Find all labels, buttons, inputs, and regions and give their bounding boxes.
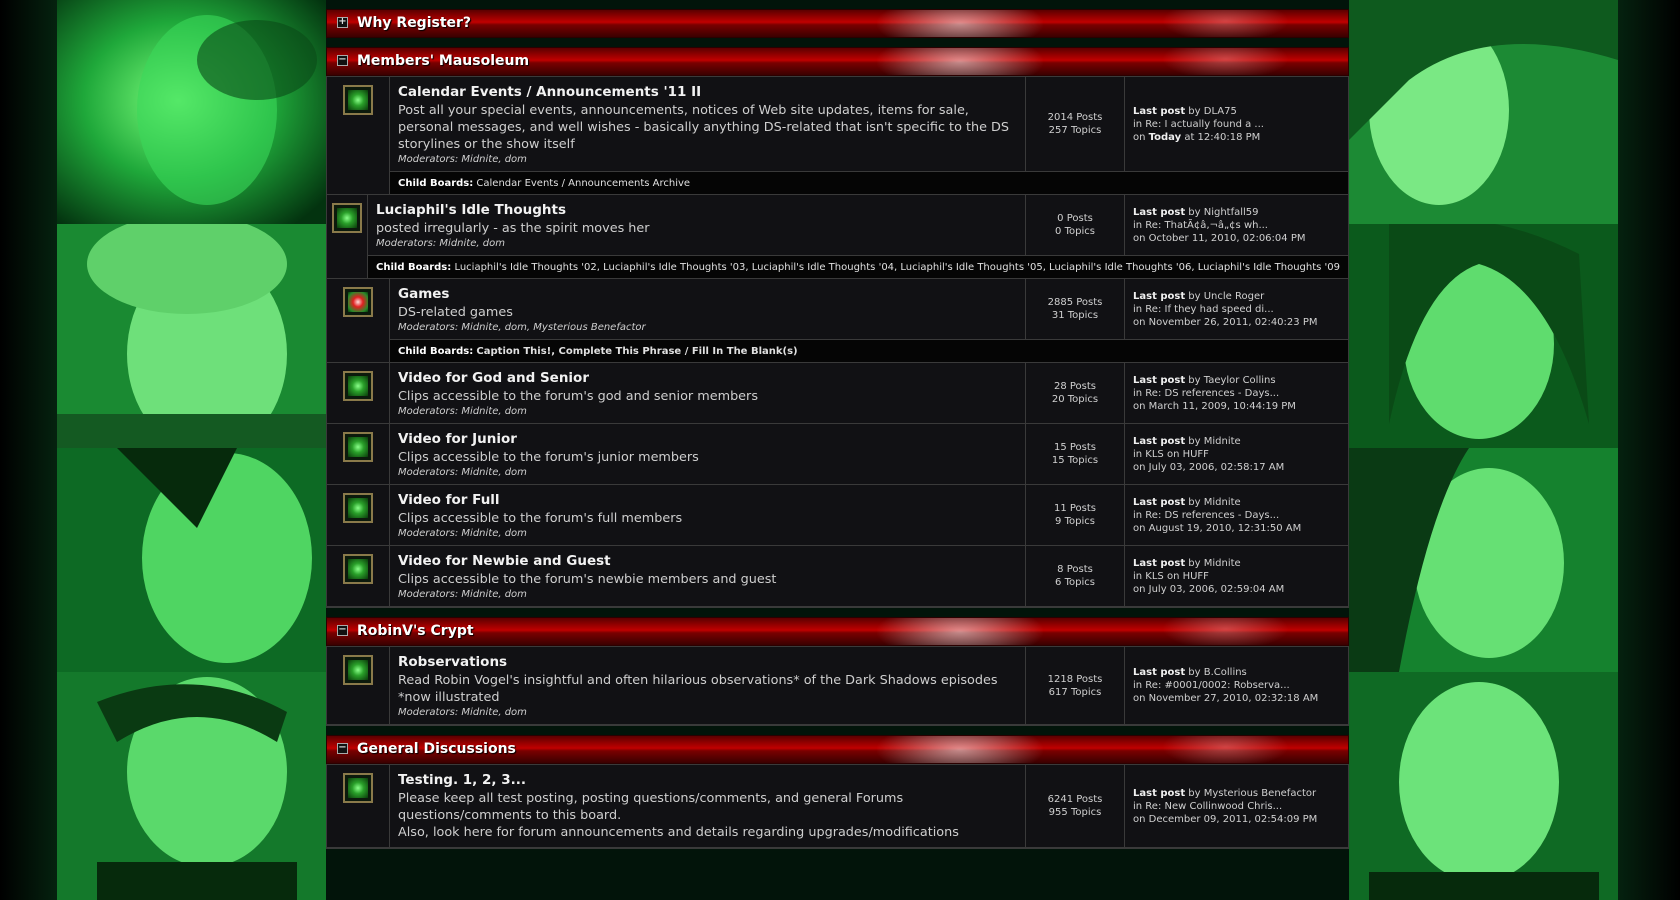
board-moderators (398, 589, 1017, 600)
category-header (326, 617, 1349, 646)
board-icon-cell (327, 363, 389, 423)
board-description: posted irregularly - as the spirit moves her (376, 221, 650, 236)
new-posts-icon[interactable] (343, 287, 373, 317)
right-portrait-strip (1349, 0, 1618, 900)
category-header (326, 735, 1349, 764)
last-post-info (1125, 546, 1348, 606)
topic-count: 15 Topics (1051, 455, 1099, 466)
portrait-image (57, 448, 326, 672)
child-boards (390, 340, 1348, 362)
last-post-date: on July 03, 2006, 02:59:04 AM (1133, 583, 1285, 595)
post-count: 28 Posts (1053, 381, 1097, 392)
board-row (327, 77, 1348, 194)
last-post-date: on August 19, 2010, 12:31:50 AM (1133, 522, 1302, 534)
moderators-label: Moderators: (398, 467, 459, 478)
moderators-label: Moderators: (398, 154, 459, 165)
board-row (327, 546, 1348, 606)
collapse-icon[interactable]: − (338, 624, 347, 635)
collapse-icon[interactable]: − (338, 54, 347, 65)
board-stats (1026, 195, 1124, 255)
last-post-label: Last post (1133, 496, 1186, 508)
board-info (390, 765, 1025, 847)
board-icon-cell (327, 546, 389, 606)
moderators-links[interactable]: Midnite, dom (461, 528, 527, 539)
board-stats (1026, 77, 1124, 171)
last-post-label: Last post (1133, 105, 1186, 117)
board-icon[interactable] (343, 371, 373, 401)
last-post-info (1125, 363, 1348, 423)
last-post-topic-link[interactable]: in Re: New Collinwood Chris... (1133, 800, 1283, 812)
child-boards (390, 172, 1348, 194)
last-post-date: on July 03, 2006, 02:58:17 AM (1133, 461, 1285, 473)
board-icon-cell (327, 279, 389, 362)
moderators-links[interactable]: Midnite, dom (461, 707, 527, 718)
last-post-topic-link[interactable]: in Re: ThatÃ¢â‚¬â„¢s wh... (1133, 219, 1268, 231)
category-title[interactable]: Why Register? (357, 15, 472, 31)
last-post-author[interactable]: by Nightfall59 (1188, 206, 1259, 218)
board-stats (1026, 424, 1124, 484)
board-icon[interactable] (343, 493, 373, 523)
portrait-image (1349, 0, 1618, 224)
last-post-info (1125, 647, 1348, 724)
board-icon[interactable] (343, 432, 373, 462)
portrait-image (1349, 448, 1618, 672)
board-row (327, 424, 1348, 484)
topic-count: 257 Topics (1048, 125, 1102, 136)
post-count: 15 Posts (1053, 442, 1097, 453)
last-post-date: on Today at 12:40:18 PM (1133, 131, 1261, 143)
last-post-date: on December 09, 2011, 02:54:09 PM (1133, 813, 1318, 825)
last-post-label: Last post (1133, 787, 1186, 799)
child-board-links[interactable]: Caption This!, Complete This Phrase / Fill In The Blank(s) (476, 346, 798, 357)
last-post-label: Last post (1133, 557, 1186, 569)
board-moderators (376, 238, 1017, 249)
board-row (327, 485, 1348, 545)
board-name-link[interactable]: Calendar Events / Announcements '11 II (398, 84, 702, 100)
post-count: 11 Posts (1053, 503, 1097, 514)
expand-icon[interactable]: + (338, 16, 347, 27)
moderators-label: Moderators: (398, 322, 459, 333)
board-stats (1026, 363, 1124, 423)
category-title[interactable]: Members' Mausoleum (357, 53, 530, 69)
board-index (326, 0, 1349, 849)
child-board-links[interactable]: Calendar Events / Announcements Archive (476, 178, 691, 189)
post-count: 6241 Posts (1047, 794, 1103, 805)
category-title[interactable]: RobinV's Crypt (357, 623, 474, 639)
board-list (326, 764, 1349, 849)
category-header (326, 47, 1349, 76)
last-post-label: Last post (1133, 290, 1186, 302)
last-post-topic-link[interactable]: in Re: DS references - Days... (1133, 509, 1280, 521)
board-info (368, 195, 1025, 255)
board-icon[interactable] (343, 85, 373, 115)
board-moderators (398, 707, 1017, 718)
moderators-links[interactable]: Midnite, dom (461, 467, 527, 478)
last-post-info (1125, 485, 1348, 545)
board-description: Post all your special events, announcements, notices of Web site updates, items for sale, personal messages, and well wishes - basically anything DS-related that isn't specific to the DS storylines or the show itself (398, 103, 1010, 152)
board-info (390, 279, 1025, 339)
topic-count: 6 Topics (1055, 577, 1095, 588)
last-post-label: Last post (1133, 667, 1186, 678)
moderators-links[interactable]: Midnite, dom (461, 154, 527, 165)
board-info (390, 546, 1025, 606)
board-stats (1026, 647, 1124, 724)
portrait-image (57, 224, 326, 448)
last-post-topic-link[interactable]: in KLS on HUFF (1133, 570, 1209, 582)
last-post-date: on November 26, 2011, 02:40:23 PM (1133, 316, 1318, 328)
board-info (390, 363, 1025, 423)
board-icon-cell (327, 424, 389, 484)
child-boards-label: Child Boards: (376, 262, 452, 273)
last-post-topic-link[interactable]: in Re: I actually found a ... (1133, 118, 1264, 130)
board-moderators (398, 322, 1017, 333)
board-description: Read Robin Vogel's insightful and often hilarious observations* of the Dark Shadows episodes *now illustrated (398, 673, 998, 705)
left-portrait-strip (57, 0, 326, 900)
board-stats (1026, 485, 1124, 545)
board-icon[interactable] (343, 655, 373, 685)
last-post-topic-link[interactable]: in KLS on HUFF (1133, 448, 1209, 460)
post-count: 2885 Posts (1047, 297, 1103, 308)
moderators-label: Moderators: (376, 238, 437, 249)
post-count: 2014 Posts (1047, 112, 1103, 123)
last-post-info (1125, 765, 1348, 847)
board-moderators (398, 406, 1017, 417)
last-post-date: on November 27, 2010, 02:32:18 AM (1133, 693, 1319, 704)
last-post-topic-link[interactable]: in Re: If they had speed di... (1133, 303, 1274, 315)
last-post-info (1125, 77, 1348, 171)
board-info (390, 647, 1025, 724)
last-post-label: Last post (1133, 435, 1186, 447)
board-list (326, 76, 1349, 608)
board-stats (1026, 279, 1124, 339)
board-icon-cell (327, 195, 367, 278)
last-post-author[interactable]: by Uncle Roger (1188, 290, 1265, 302)
topic-count: 9 Topics (1055, 516, 1095, 527)
child-boards (368, 256, 1348, 278)
board-row (327, 765, 1348, 847)
last-post-author[interactable]: by B.Collins (1188, 667, 1247, 678)
board-name-link[interactable]: Games (398, 286, 450, 302)
topic-count: 31 Topics (1051, 310, 1099, 321)
moderators-links[interactable]: Midnite, dom (439, 238, 505, 249)
board-name-link[interactable]: Testing. 1, 2, 3... (398, 772, 527, 788)
board-icon[interactable] (343, 554, 373, 584)
left-edge (0, 0, 57, 900)
board-description: DS-related games (398, 305, 513, 320)
moderators-label: Moderators: (398, 707, 459, 718)
child-boards-label: Child Boards: (398, 346, 474, 357)
post-count: 1218 Posts (1047, 673, 1103, 685)
board-name-link[interactable]: Video for God and Senior (398, 370, 589, 386)
board-icon-cell (327, 77, 389, 194)
board-stats (1026, 765, 1124, 847)
post-count: 0 Posts (1057, 213, 1093, 224)
board-description: Clips accessible to the forum's full members (398, 511, 683, 526)
last-post-info (1125, 279, 1348, 339)
board-info (390, 485, 1025, 545)
board-name-link[interactable]: Video for Newbie and Guest (398, 553, 611, 569)
board-icon-cell (327, 485, 389, 545)
board-stats (1026, 546, 1124, 606)
board-description: Clips accessible to the forum's junior members (398, 450, 699, 465)
last-post-date: on October 11, 2010, 02:06:04 PM (1133, 232, 1306, 244)
board-icon[interactable] (332, 203, 362, 233)
collapse-icon[interactable]: − (338, 742, 347, 753)
board-row (327, 195, 1348, 278)
board-name-link[interactable]: Video for Junior (398, 431, 517, 447)
category-title[interactable]: General Discussions (357, 741, 516, 757)
right-edge (1618, 0, 1680, 900)
topic-count: 955 Topics (1048, 807, 1102, 818)
portrait-image (1349, 224, 1618, 448)
topic-count: 617 Topics (1048, 686, 1102, 698)
topic-count: 20 Topics (1051, 394, 1099, 405)
last-post-author[interactable]: by Midnite (1188, 496, 1241, 508)
board-row (327, 647, 1348, 724)
category-header (326, 9, 1349, 38)
board-moderators (398, 154, 1017, 165)
last-post-date: on March 11, 2009, 10:44:19 PM (1133, 400, 1296, 412)
board-moderators (398, 467, 1017, 478)
board-name-link[interactable]: Luciaphil's Idle Thoughts (376, 202, 567, 218)
child-board-links[interactable]: Luciaphil's Idle Thoughts '02, Luciaphil's Idle Thoughts '03, Luciaphil's Idle Thoughts '04, Luciaphil's Idle Thoughts '05, Luciaphil's Idle Thoughts '06, Luciaphil's Idle Thoughts '09 (454, 262, 1340, 273)
board-info (390, 424, 1025, 484)
last-post-author[interactable]: by Midnite (1188, 435, 1241, 447)
post-count: 8 Posts (1057, 564, 1093, 575)
child-boards-label: Child Boards: (398, 178, 474, 189)
moderators-label: Moderators: (398, 406, 459, 417)
moderators-label: Moderators: (398, 589, 459, 600)
last-post-info (1125, 424, 1348, 484)
last-post-author[interactable]: by DLA75 (1188, 105, 1237, 117)
board-name-link[interactable]: Video for Full (398, 492, 500, 508)
board-moderators (398, 528, 1017, 539)
last-post-author[interactable]: by Midnite (1188, 557, 1241, 569)
moderators-links[interactable]: Midnite, dom (461, 589, 527, 600)
last-post-author[interactable]: by Taeylor Collins (1188, 374, 1276, 386)
board-list (326, 646, 1349, 726)
last-post-topic-link[interactable]: in Re: DS references - Days... (1133, 387, 1280, 399)
portrait-image (57, 0, 326, 224)
board-icon[interactable] (343, 773, 373, 803)
board-description: Clips accessible to the forum's newbie members and guest (398, 572, 777, 587)
board-description: Clips accessible to the forum's god and senior members (398, 389, 758, 404)
last-post-label: Last post (1133, 374, 1186, 386)
board-description: Also, look here for forum announcements and details regarding upgrades/modifications (398, 825, 959, 840)
board-icon-cell (327, 647, 389, 724)
last-post-author[interactable]: by Mysterious Benefactor (1188, 787, 1317, 799)
board-row (327, 363, 1348, 423)
topic-count: 0 Topics (1055, 226, 1095, 237)
last-post-label: Last post (1133, 206, 1186, 218)
last-post-topic-link[interactable]: in Re: #0001/0002: Robserva... (1133, 680, 1290, 691)
moderators-links[interactable]: Midnite, dom, Mysterious Benefactor (461, 322, 646, 333)
portrait-image (57, 672, 326, 900)
moderators-label: Moderators: (398, 528, 459, 539)
moderators-links[interactable]: Midnite, dom (461, 406, 527, 417)
last-post-info (1125, 195, 1348, 255)
board-row (327, 279, 1348, 362)
board-info (390, 77, 1025, 171)
board-icon-cell (327, 765, 389, 847)
portrait-image (1349, 672, 1618, 900)
board-description: Please keep all test posting, posting questions/comments, and general Forums questions/comments to this board. (398, 791, 904, 823)
board-name-link[interactable]: Robservations (398, 654, 508, 670)
